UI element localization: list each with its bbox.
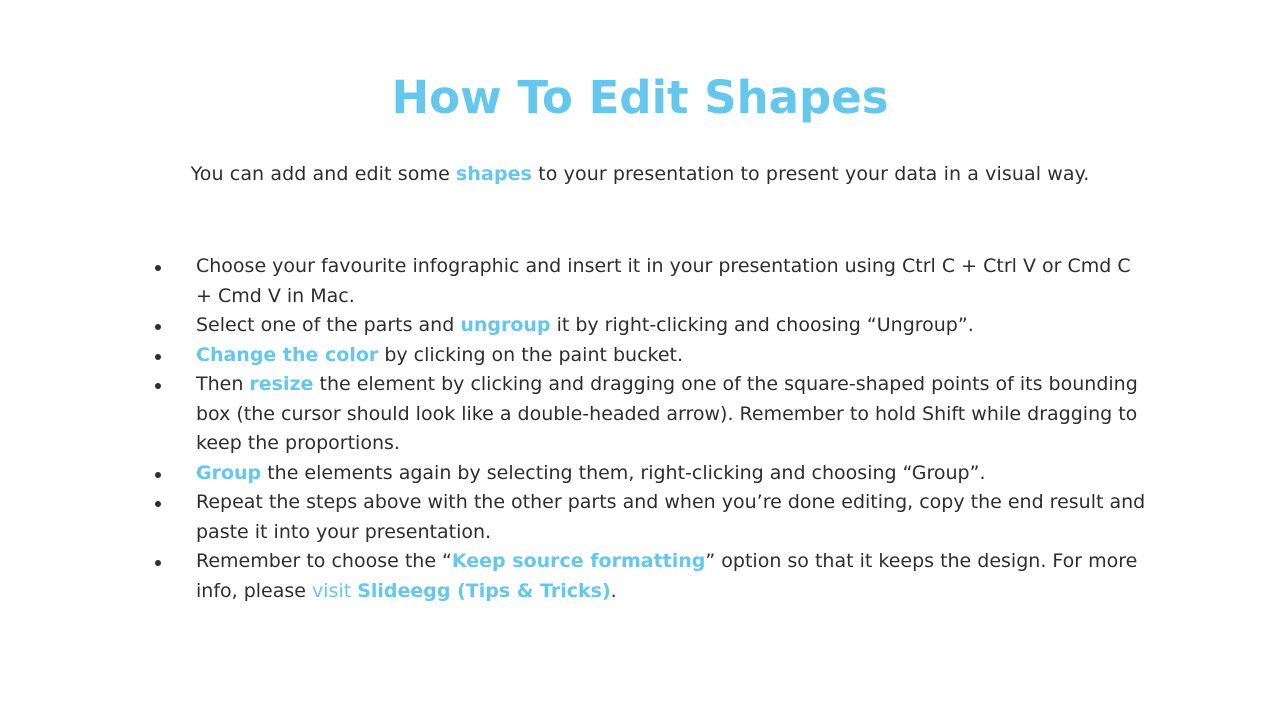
bullet-icon: [155, 324, 161, 330]
bullet-icon: [155, 354, 161, 360]
subtitle-text-before: You can add and edit some: [190, 163, 457, 185]
step-text-after: it by right-clicking and choosing “Ungroup”.: [550, 314, 974, 336]
step-text-before: Remember to choose the “: [196, 550, 452, 572]
bullet-icon: [155, 560, 161, 566]
list-item: [150, 547, 1150, 606]
list-item: [150, 341, 1150, 371]
visit-link[interactable]: visit: [312, 579, 352, 602]
step-text-after: by clicking on the paint bucket.: [378, 343, 684, 366]
list-item: [150, 370, 1150, 459]
bullet-icon: [155, 265, 161, 271]
step-text-end: .: [610, 579, 617, 602]
step-highlight: Keep source formatting: [451, 550, 706, 572]
slide-subtitle: [0, 160, 1280, 188]
step-highlight: Change the color: [196, 343, 379, 366]
subtitle-text-after: to your presentation to present your data in a visual way.: [532, 163, 1090, 185]
subtitle-highlight: shapes: [456, 163, 533, 185]
bullet-icon: [155, 501, 161, 507]
steps-list: [150, 252, 1150, 606]
step-text-after: the element by clicking and dragging one of the square-shaped points of its bounding box (the cursor should look like a double-headed arrow). Remember to hold Shift while dragging to keep the proportions.: [196, 373, 1138, 454]
step-text: Choose your favourite infographic and insert it in your presentation using Ctrl C + Ctrl V or Cmd C + Cmd V in Mac.: [196, 255, 1131, 307]
slide-title: How To Edit Shapes: [391, 71, 889, 124]
step-text-before: Select one of the parts and: [196, 314, 461, 336]
bullet-icon: [155, 472, 161, 478]
step-text: Repeat the steps above with the other parts and when you’re done editing, copy the end result and paste it into your presentation.: [196, 491, 1146, 543]
list-item: [150, 252, 1150, 311]
list-item: [150, 459, 1150, 489]
step-text-after: ” option so that it keeps the design. For more info, please: [196, 550, 1138, 602]
step-highlight: Group: [196, 461, 262, 484]
list-item: [150, 488, 1150, 547]
step-highlight: ungroup: [460, 314, 551, 336]
step-text-before: Then: [196, 373, 250, 395]
slideegg-tips-link[interactable]: Slideegg (Tips & Tricks): [357, 579, 611, 602]
step-highlight: resize: [249, 373, 314, 395]
list-item: [150, 311, 1150, 341]
step-text-after: the elements again by selecting them, right-clicking and choosing “Group”.: [261, 461, 986, 484]
bullet-icon: [155, 383, 161, 389]
